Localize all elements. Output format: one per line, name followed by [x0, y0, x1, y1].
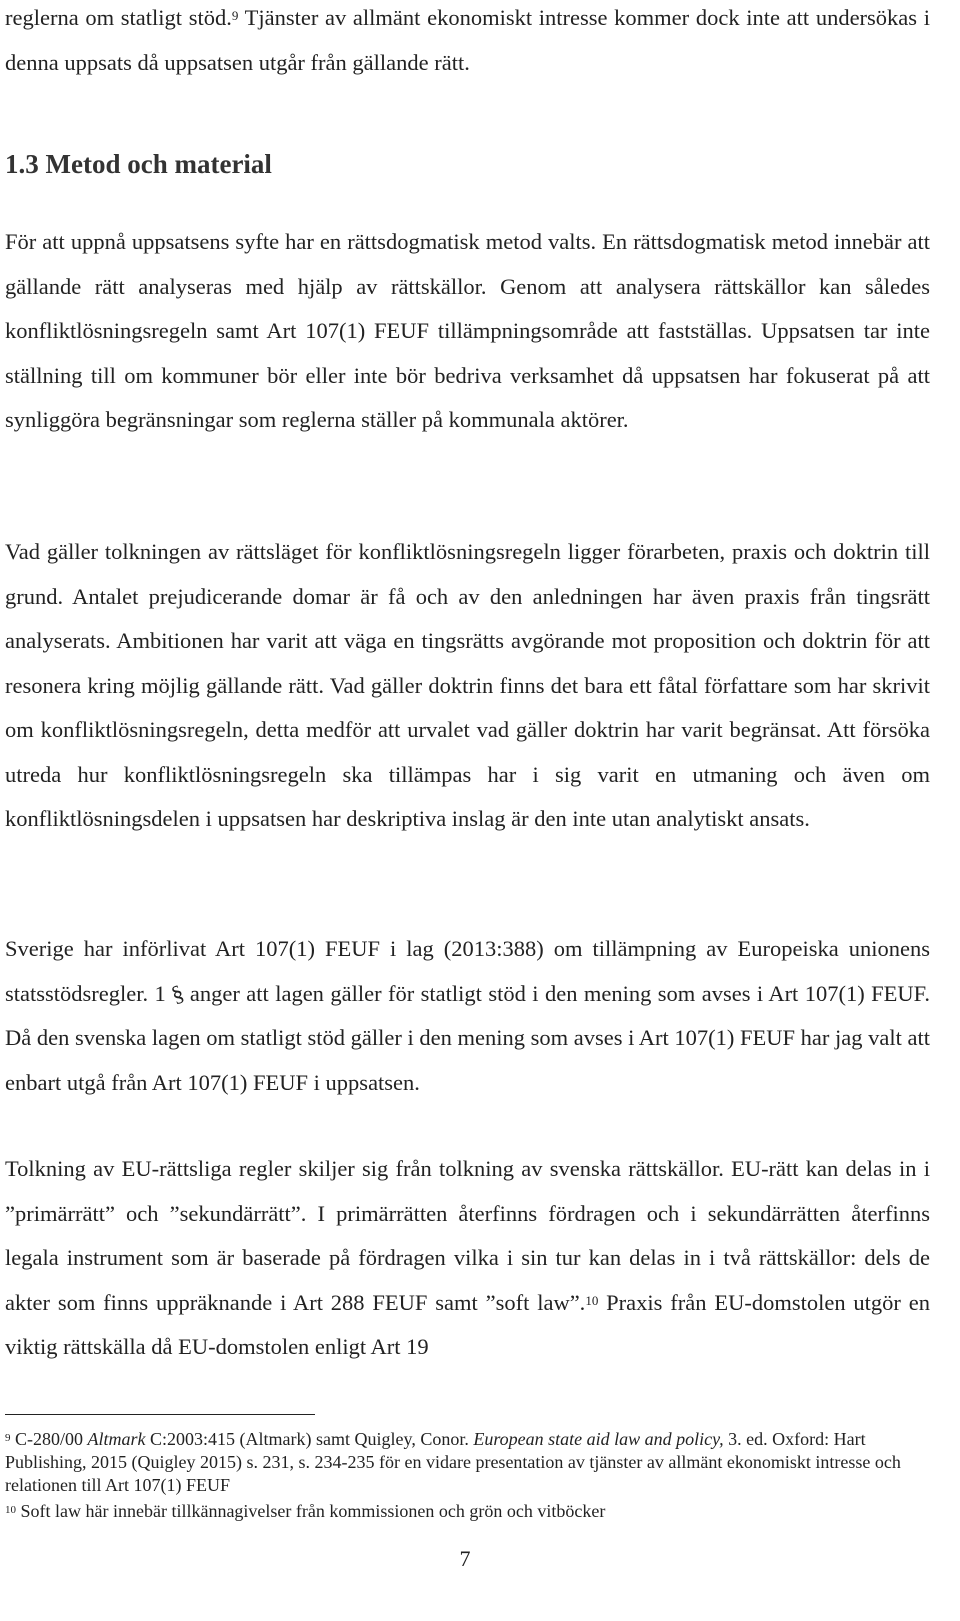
text: Sverige har införlivat Art 107(1) FEUF i lag (2013:388) om tillämpning av Europeiska unionens statsstödsregler. 1: [5, 936, 930, 1006]
text: anger att lagen gäller för statligt stöd i den mening som avses i Art 107(1) FEUF. Då den svenska lagen om statligt stöd gäller i den mening som avses i Art 107(1) FEUF har jag valt att enbart utgå från Art 107(1) FEUF i uppsatsen.: [5, 980, 930, 1095]
footnote-10: [5, 1500, 930, 1523]
paragraph-swedish-law: [5, 927, 930, 1105]
footnote-separator: [5, 1414, 315, 1415]
paragraph-eu-law: [5, 1147, 930, 1370]
section-heading: 1.3 Metod och material: [5, 149, 272, 179]
text: Tolkning av EU-rättsliga regler skiljer sig från tolkning av svenska rättskällor. EU-rätt kan delas in i ”primärrätt” och ”sekundärrätt”. I primärrätten återfinns fördragen och i sekundärrätten återfinns legala instrument som är baserade på fördragen vilka i sin tur kan delas in i två rättskällor: dels de akter som finns uppräknande i Art 288 FEUF samt ”soft law”.: [5, 1156, 930, 1315]
text: Praxis från EU-domstolen utgör en viktig rättskälla då EU-domstolen enligt Art 19: [5, 1289, 931, 1359]
text: C:2003:415 (Altmark) samt Quigley, Conor.: [145, 1429, 474, 1449]
footnote-number: 9: [5, 1432, 11, 1444]
intro-text-cont: Tjänster av allmänt ekonomiskt intresse kommer dock inte att undersökas i denna uppsats då uppsatsen utgår från gällande rätt.: [5, 5, 930, 75]
text: Soft law här innebär tillkännagivelser från kommissionen och grön och vitböcker: [16, 1501, 606, 1521]
footnote-ref-10[interactable]: 10: [585, 1292, 599, 1308]
book-title: European state aid law and policy,: [473, 1429, 724, 1449]
intro-text: reglerna om statligt stöd.: [5, 5, 232, 30]
footnote-number: 10: [5, 1504, 16, 1516]
paragraph-method: För att uppnå uppsatsens syfte har en rättsdogmatisk metod valts. En rättsdogmatisk metod innebär att gällande rätt analyseras med hjälp av rättskällor. Genom att analysera rättskällor kan således konfliktlösningsregeln samt Art 107(1) FEUF tillämpningsområde att fastställas. Uppsatsen tar inte ställning till om kommuner bör eller inte bör bedriva verksamhet då uppsatsen har fokuserat på att synliggöra begränsningar som reglerna ställer på kommunala aktörer.: [5, 229, 930, 432]
page-number: 7: [459, 1546, 471, 1571]
intro-paragraph: [5, 0, 930, 85]
section-mark: §: [168, 979, 188, 1007]
footnote-ref-9[interactable]: 9: [231, 8, 239, 23]
text: 3. ed. Oxford: Hart Publishing, 2015 (Quigley 2015) s. 231, s. 234-235 för en vidare presentation av tjänster av allmänt ekonomiskt intresse och relationen till Art 107(1) FEUF: [5, 1429, 901, 1495]
case-name: Altmark: [87, 1429, 146, 1449]
footnote-9: [5, 1428, 930, 1497]
paragraph-interpretation: Vad gäller tolkningen av rättsläget för konfliktlösningsregeln ligger förarbeten, praxis och doktrin till grund. Antalet prejudicerande domar är få och av den anledningen har även praxis från tingsrätt analyserats. Ambitionen har varit att väga en tingsrätts avgörande mot proposition och doktrin för att resonera kring möjlig gällande rätt. Vad gäller doktrin finns det bara ett fåtal författare som har skrivit om konfliktlösningsregeln, detta medför att urvalet vad gäller doktrin har varit begränsat. Att försöka utreda hur konfliktlösningsregeln ska tillämpas har i sig varit en utmaning och även om konfliktlösningsdelen i uppsatsen har deskriptiva inslag är den inte utan analytiskt ansats.: [5, 539, 930, 831]
text: C-280/00: [10, 1429, 88, 1449]
